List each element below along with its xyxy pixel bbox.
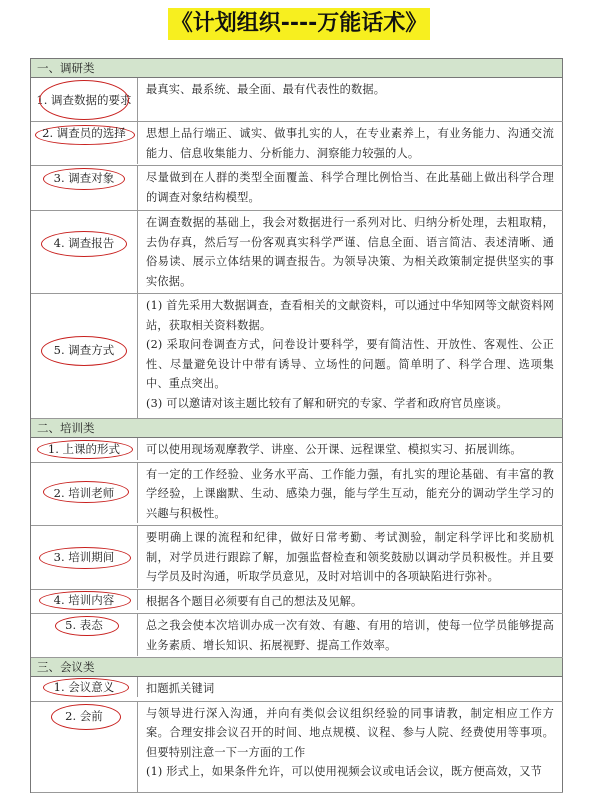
row-label: 3. 调查对象 [53,171,115,185]
table-row [31,122,563,166]
row-label: 4. 培训内容 [53,592,115,607]
row-label: 1. 调查数据的要求 [36,92,132,107]
row-description: 有一定的工作经验、业务水平高、工作能力强，有扎实的理论基础、有丰富的教学经验，上课幽默、生动、感染力强，能与学生互动，能充分的调动学生学习的兴趣与积极性。 [138,463,563,526]
row-label: 2. 会前 [65,708,103,723]
row-label-cell [31,78,138,121]
row-label-cell [31,463,138,523]
row-label-cell [31,702,138,792]
row-description: 尽量做到在人群的类型全面覆盖、科学合理比例恰当、在此基础上做出科学合理的调查对象结构模型。 [138,166,563,210]
title-area [0,0,600,50]
table-row [31,166,563,211]
section-heading-research: 一、调研类 [31,59,563,78]
row-label: 2. 调查员的选择 [42,126,126,140]
row-label-cell [31,166,138,210]
table-row [31,463,563,527]
row-label: 5. 表态 [65,618,103,632]
section-heading-meeting: 三、会议类 [31,658,563,677]
row-label-cell [31,677,138,697]
row-label-cell [31,590,138,610]
table-row [31,590,563,615]
row-label: 3. 培训期间 [53,550,115,564]
row-description: 要明确上课的流程和纪律，做好日常考勤、考试测验，制定科学评比和奖励机制，对学员进行跟踪了解，加强监督检查和领奖鼓励以调动学员积极性。并且要与学员及时沟通，听取学员意见，及时对培训中的各项缺陷进行弥补。 [138,526,563,589]
row-description: (1) 首先采用大数据调查，查看相关的文献资料，可以通过中华知网等文献资料网站，获取相关资料数据。 (2) 采取问卷调查方式，问卷设计要科学，要有简洁性、开放性、客观性、公正性、尽量避免设计中带有诱导、立场性的问题。简单明了、科学合理、选项集中、重点突出。 (3) 可以邀请对该主题比较有了解和研究的专家、学者和政府官员座谈。 [138,294,563,418]
table-row [31,677,563,702]
table-row [31,702,563,793]
row-label: 2. 培训老师 [53,485,115,500]
table-row [31,614,563,658]
row-label: 1. 会议意义 [53,680,115,694]
table-row [31,294,563,419]
table-row [31,78,563,122]
row-label: 4. 调查报告 [53,236,115,250]
row-description: 与领导进行深入沟通，并向有类似会议组织经验的同事请教，制定相应工作方案。合理安排会议召开的时间、地点规模、议程、参与人院、经费使用等事项。但要特别注意一下一方面的工作 (1) 形式上，如果条件允许，可以使用视频会议或电话会议，既方便高效，又节 [138,702,563,792]
row-description: 思想上品行端正、诚实、做事扎实的人，在专业素养上，有业务能力、沟通交流能力、信息收集能力、分析能力、洞察能力较强的人。 [138,122,563,165]
row-description: 扣题抓关键词 [138,677,563,701]
row-label-cell [31,614,138,656]
row-label-cell [31,294,138,418]
page-title: 《计划组织----万能话术》 [168,8,430,40]
row-label-cell [31,526,138,588]
table-row [31,211,563,294]
row-label: 5. 调查方式 [53,343,115,357]
table-row [31,438,563,463]
row-label: 1. 上课的形式 [47,442,121,456]
row-description: 最真实、最系统、最全面、最有代表性的数据。 [138,78,563,121]
section-heading-training: 二、培训类 [31,419,563,438]
row-description: 在调查数据的基础上，我会对数据进行一系列对比、归纳分析处理，去粗取精，去伪存真，然后写一份客观真实科学严谨、信息全面、语言简洁、表述清晰、通俗易读、展示立体结果的调查报告。为领导决策、为相关政策制定提供坚实的事实依据。 [138,211,563,293]
table-row [31,526,563,590]
row-description: 总之我会使本次培训办成一次有效、有趣、有用的培训，使每一位学员能够提高业务素质、增长知识、拓展视野、提高工作效率。 [138,614,563,657]
row-label-cell [31,211,138,293]
row-label-cell [31,122,138,164]
row-label-cell [31,438,138,460]
content-table [30,58,563,793]
row-description: 可以使用现场观摩教学、讲座、公开课、远程课堂、模拟实习、拓展训练。 [138,438,563,462]
row-description: 根据各个题目必须要有自己的想法及见解。 [138,590,563,614]
